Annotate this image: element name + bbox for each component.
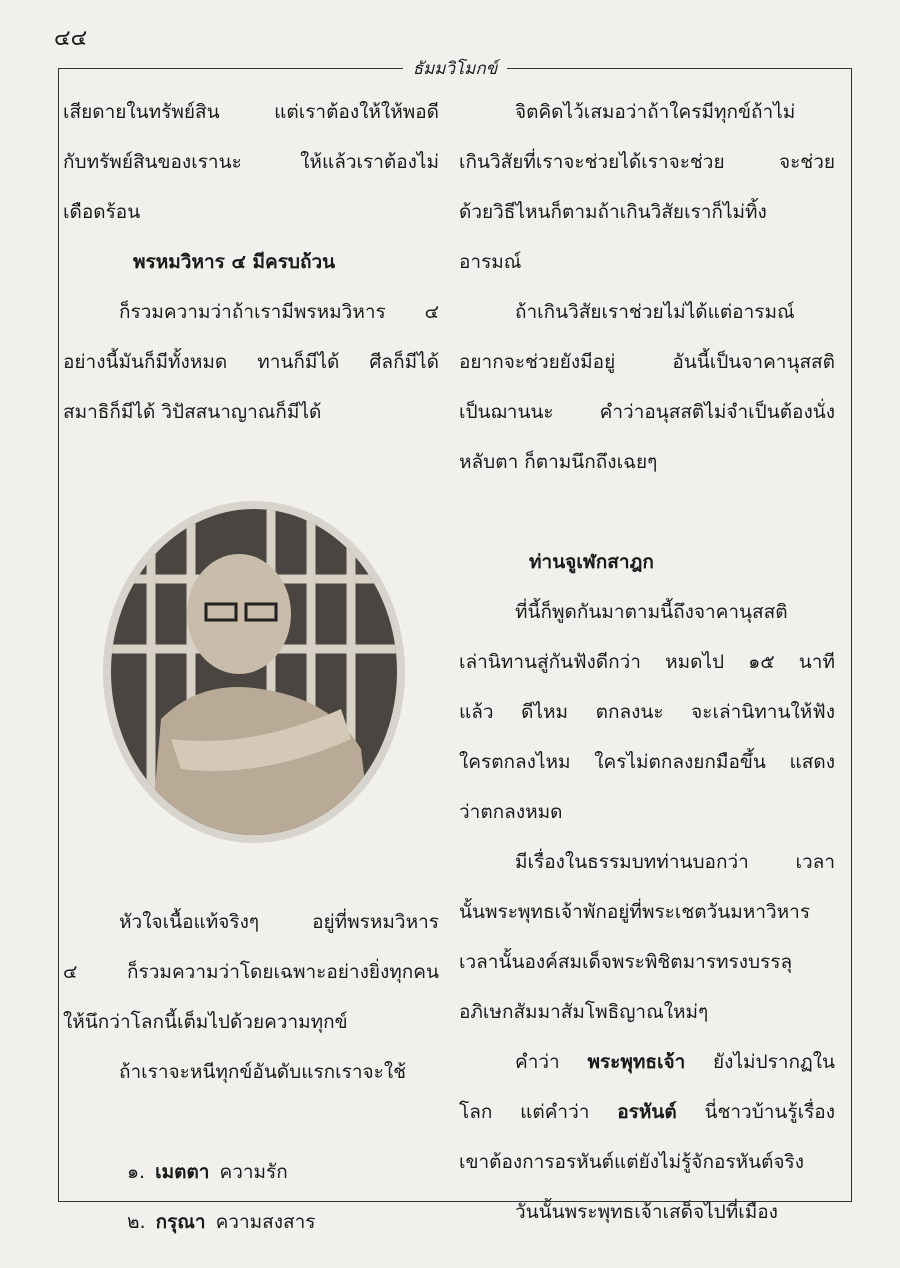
text-line: จิตคิดไว้เสมอว่าถ้าใครมีทุกข์ถ้าไม่ <box>515 101 796 123</box>
text-line: หัวใจเนื้อแท้จริงๆ อยู่ที่พรหมวิหาร <box>119 911 439 933</box>
list-item <box>63 1197 439 1247</box>
text-line: อย่างนี้มันก็มีทั้งหมด ทานก็มีได้ ศีลก็มีได้ <box>63 351 439 373</box>
page-frame <box>58 59 852 1233</box>
list-meaning: ความสงสาร <box>215 1211 316 1233</box>
text-line: สมาธิก็มีได้ วิปัสสนาญาณก็มีได้ <box>63 401 322 423</box>
monk-portrait-photo <box>103 501 405 843</box>
section-heading: พรหมวิหาร ๔ มีครบถ้วน <box>133 251 336 273</box>
list-term: เมตตา <box>155 1161 210 1183</box>
text-line: ก็รวมความว่าถ้าเรามีพรหมวิหาร ๔ <box>119 301 439 323</box>
list-number: ๑. <box>127 1161 146 1183</box>
text-line: ถ้าเกินวิสัยเราช่วยไม่ได้แต่อารมณ์ <box>515 301 795 323</box>
text-line: เวลานั้นองค์สมเด็จพระพิชิตมารทรงบรรลุ <box>459 951 793 973</box>
text-line: ว่าตกลงหมด <box>459 801 563 823</box>
text-line: มีเรื่องในธรรมบทท่านบอกว่า เวลา <box>515 851 835 873</box>
text-span: นี่ชาวบ้านรู้เรื่อง <box>676 1101 835 1123</box>
list-meaning: ความรัก <box>219 1161 288 1183</box>
text-line: เสียดายในทรัพย์สิน แต่เราต้องให้ให้พอดี <box>63 101 439 123</box>
text-line: อยากจะช่วยยังมีอยู่ อันนี้เป็นจาคานุสสติ <box>459 351 835 373</box>
text-line: แล้ว ดีไหม ตกลงนะ จะเล่านิทานให้ฟัง <box>459 701 835 723</box>
list-number: ๒. <box>127 1211 146 1233</box>
text-line <box>459 1037 835 1087</box>
bold-term: อรหันต์ <box>617 1101 677 1123</box>
text-line: เดือดร้อน <box>63 201 141 223</box>
text-span: โลก แต่คำว่า <box>459 1101 618 1123</box>
running-header <box>59 55 851 82</box>
text-line: นั้นพระพุทธเจ้าพักอยู่ที่พระเชตวันมหาวิหาร <box>459 901 811 923</box>
text-line: หลับตา ก็ตามนึกถึงเฉยๆ <box>459 451 658 473</box>
text-line: กับทรัพย์สินของเรานะ ให้แล้วเราต้องไม่ <box>63 151 439 173</box>
text-line <box>459 1087 835 1137</box>
text-line: วันนั้นพระพุทธเจ้าเสด็จไปที่เมือง <box>515 1201 778 1223</box>
list-term: กรุณา <box>155 1211 206 1233</box>
text-span: คำว่า <box>515 1051 588 1073</box>
text-line: เล่านิทานสู่กันฟังดีกว่า หมดไป ๑๕ นาที <box>459 651 835 673</box>
page-number: ๔๔ <box>54 26 88 51</box>
text-line: ถ้าเราจะหนีทุกข์อันดับแรกเราจะใช้ <box>119 1061 407 1083</box>
bold-term: พระพุทธเจ้า <box>587 1051 686 1073</box>
text-line: ๔ ก็รวมความว่าโดยเฉพาะอย่างยิ่งทุกคน <box>63 961 439 983</box>
portrait-image <box>111 509 397 835</box>
text-line: เขาต้องการอรหันต์แต่ยังไม่รู้จักอรหันต์จริง <box>459 1151 805 1173</box>
section-heading: ท่านจูเฬกสาฎก <box>529 551 654 573</box>
text-line: เป็นฌานนะ คำว่าอนุสสติไม่จำเป็นต้องนั่ง <box>459 401 835 423</box>
text-line: อารมณ์ <box>459 251 522 273</box>
text-line: ที่นี้ก็พูดกันมาตามนี้ถึงจาคานุสสติ <box>515 601 788 623</box>
text-line <box>459 487 835 537</box>
list-item <box>63 1147 439 1197</box>
text-line: อภิเษกสัมมาสัมโพธิญาณใหม่ๆ <box>459 1001 709 1023</box>
text-line: ให้นึกว่าโลกนี้เต็มไปด้วยความทุกข์ <box>63 1011 348 1033</box>
text-line: เกินวิสัยที่เราจะช่วยได้เราจะช่วย จะช่วย <box>459 151 835 173</box>
text-line: ใครตกลงไหม ใครไม่ตกลงยกมือขึ้น แสดง <box>459 751 835 773</box>
text-span: ยังไม่ปรากฏใน <box>685 1051 835 1073</box>
running-header-title: ธัมมวิโมกข์ <box>403 59 508 79</box>
text-line: ด้วยวิธีไหนก็ตามถ้าเกินวิสัยเราก็ไม่ทิ้ง <box>459 201 767 223</box>
